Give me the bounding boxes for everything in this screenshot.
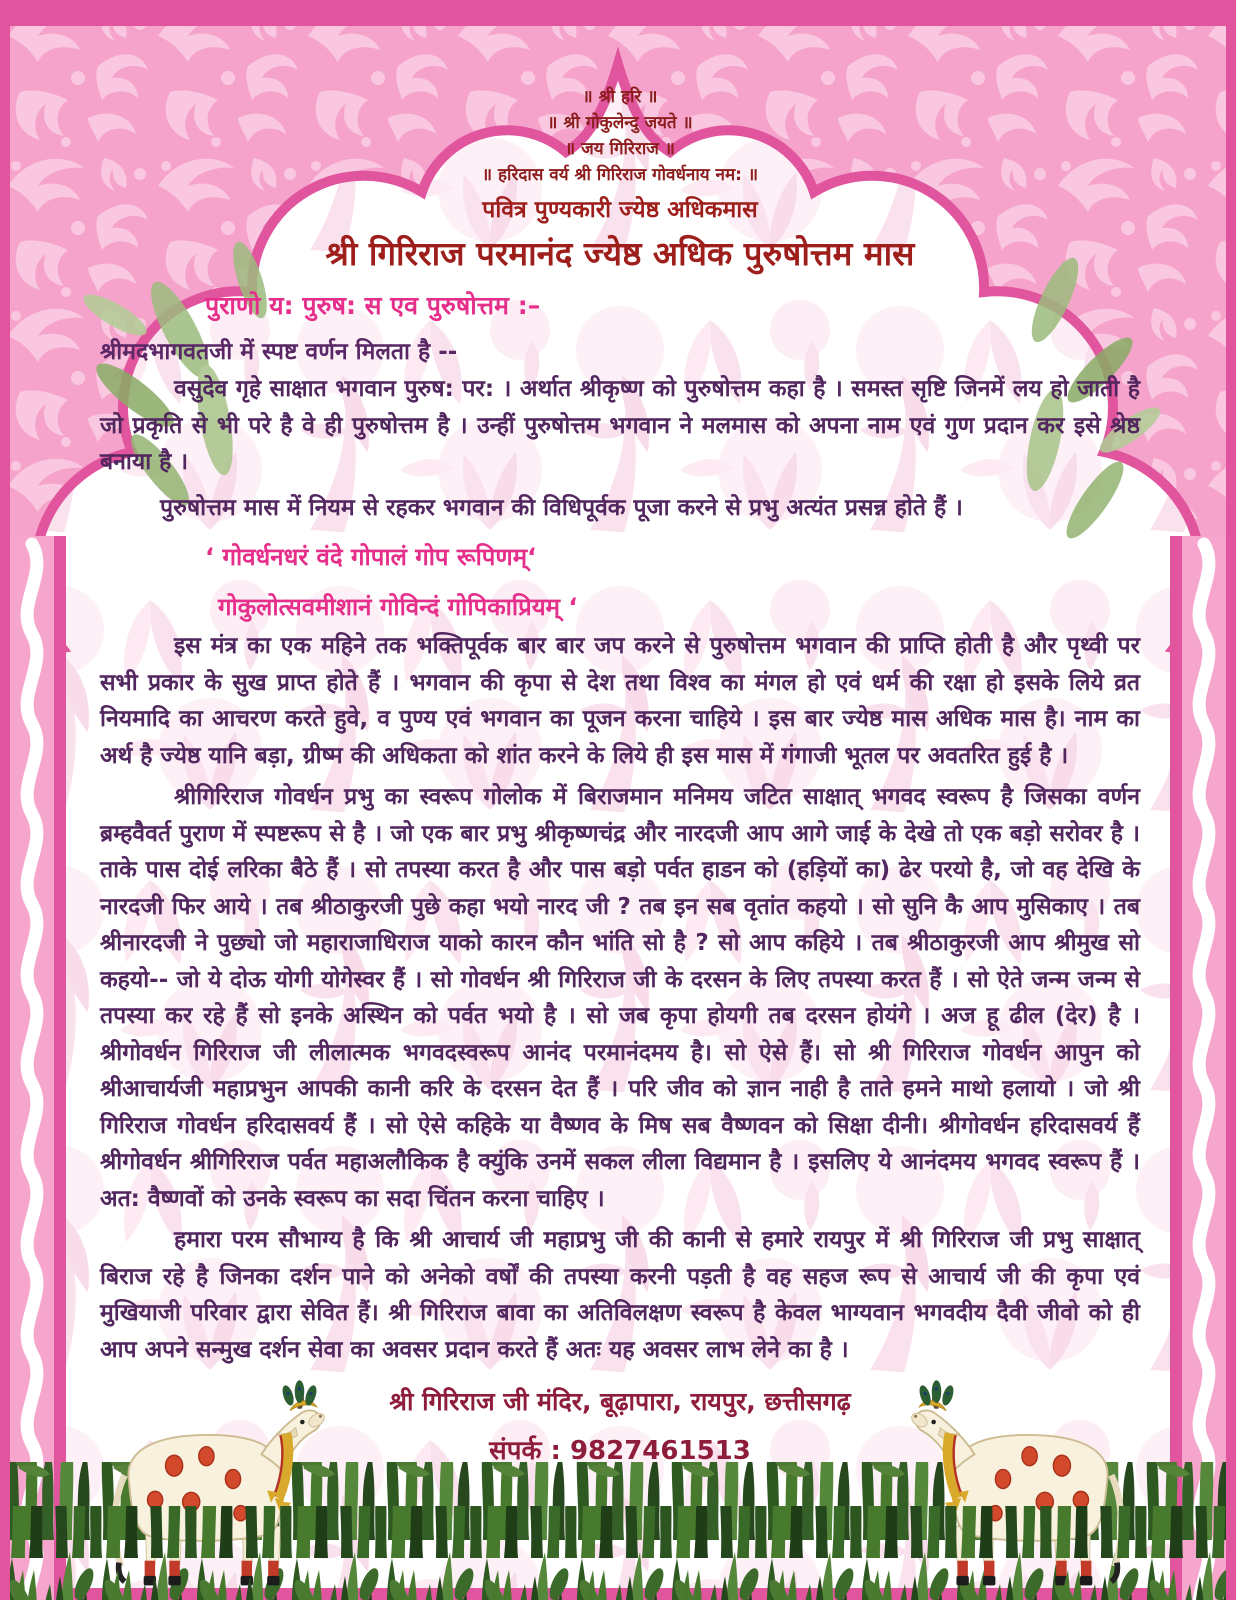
temple-address: श्री गिरिराज जी मंदिर, बूढ़ापारा, रायपुर, छत्तीसगढ़: [389, 1387, 851, 1416]
paragraph-5: हमारा परम सौभाग्य है कि श्री आचार्य जी महाप्रभु जी की कानी से हमारे रायपुर में श्री गिरिराज जी प्रभु साक्षात् बिराज रहे है जिनका दर्शन पाने को अनेको वर्षों की तपस्या करनी पड़ती है वह सहज रूप से आचार्य जी की कृपा एवं मुखियाजी परिवार द्वारा सेवित हैं। श्री गिरिराज बावा का अतिविलक्षण स्वरूप है केवल भाग्यवान भगवदीय दैवी जीवो को ही आप अपने सन्मुख दर्शन सेवा का अवसर प्रदान करते हैं अतः यह अवसर लाभ लेने का है ।: [100, 1227, 1140, 1363]
header-subtitle: पवित्र पुण्यकारी ज्येष्ठ अधिकमास: [482, 197, 758, 223]
wavy-border-left: [10, 536, 66, 1600]
invocation-lines: [100, 84, 1140, 188]
contact-number: संपर्क : 9827461513: [489, 1436, 751, 1466]
paragraph-1: वसुदेव गृहे साक्षात भगवान पुरुष: पर: । अर्थात श्रीकृष्ण को पुरुषोत्तम कहा है । समस्त सृष्टि जिनमें लय हो जाती है जो प्रकृति से भी परे है वे ही पुरुषोत्तम है । उन्हीं पुरुषोत्तम भगवान ने मलमास को अपना नाम एवं गुण प्रदान कर इसे श्रेष्ठ बनाया है ।: [100, 376, 1140, 475]
section-heading: पुराणो य: पुरुष: स एव पुरुषोत्तम :–: [205, 291, 541, 320]
footer: [100, 1384, 1140, 1467]
mantra-line-1: ‘ गोवर्धनधरं वंदे गोपालं गोप रूपिणम्‘: [205, 543, 537, 571]
invocation-line-2: ॥ श्री गोकुलेन्दु जयते ॥: [547, 113, 693, 133]
flyer-text: [100, 84, 1140, 1467]
paragraph-3: इस मंत्र का एक महिने तक भक्तिपूर्वक बार बार जप करने से पुरुषोत्तम भगवान की प्राप्ति होती है और पृथ्वी पर सभी प्रकार के सुख प्राप्त होते हैं । भगवान की कृपा से देश तथा विश्व का मंगल हो एवं धर्म की रक्षा हो इसके लिये व्रत नियमादि का आचरण करते हुवे, व पुण्य एवं भगवान का पूजन करना चाहिये । इस बार ज्येष्ठ मास अधिक मास है। नाम का अर्थ है ज्येष्ठ यानि बड़ा, ग्रीष्म की अधिकता को शांत करने के लिये ही इस मास में गंगाजी भूतल पर अवतरित हुई है ।: [100, 633, 1140, 769]
invocation-line-1: ॥ श्री हरि ॥: [582, 87, 658, 107]
wavy-border-right: [1170, 536, 1226, 1600]
paragraph-2: पुरुषोत्तम मास में नियम से रहकर भगवान की विधिपूर्वक पूजा करने से प्रभु अत्यंत प्रसन्न होते हैं ।: [160, 494, 963, 521]
paragraph-4: श्रीगिरिराज गोवर्धन प्रभु का स्वरूप गोलोक में बिराजमान मनिमय जटित साक्षात् भगवद स्वरूप है जिसका वर्णन ब्रम्हवैवर्त पुराण में स्पष्टरूप से है । जो एक बार प्रभु श्रीकृष्णचंद्र और नारदजी आप आगे जाई के देखे तो एक बड़ो सरोवर है । ताके पास दोई लरिका बैठे हैं । सो तपस्या करत है और पास बड़ो पर्वत हाडन को (हड़ियों का) ढेर परयो है, जो वह देखि के नारदजी फिर आये । तब श्रीठाकुरजी पुछे कहा भयो नारद जी ? तब इन सब वृतांत कहयो । सो सुनि कै आप मुसिकाए । तब श्रीनारदजी ने पुछ्यो जो महाराजाधिराज याको कारन कौन भांति सो है ? सो आप कहिये । तब श्रीठाकुरजी आप श्रीमुख सो कहयो-- जो ये दोऊ योगी योगेस्वर हैं । सो गोवर्धन श्री गिरिराज जी के दरसन के लिए तपस्या करत हैं । सो ऐते जन्म जन्म से तपस्या कर रहे हैं सो इनके अस्थिन को पर्वत भयो है । सो जब कृपा होयगी तब दरसन होयंगे । अज हू ढील (देर) है । श्रीगोवर्धन गिरिराज जी लीलात्मक भगवदस्वरूप आनंद परमानंदमय है। सो ऐसे हैं। सो श्री गिरिराज गोवर्धन आपुन को श्रीआचार्यजी महाप्रभुन आपकी कानी करि के दरसन देत हैं । परि जीव को ज्ञान नाही है ताते हमने माथो हलायो । जो श्री गिरिराज गोवर्धन हरिदासवर्य हैं । सो ऐसे कहिके या वैष्णव के मिष सब वैष्णवन को सिक्षा दीनी। श्रीगोवर्धन हरिदासवर्य हैं श्रीगोवर्धन श्रीगिरिराज पर्वत महाअलौकिक है क्युंकि उनमें सकल लीला विद्यमान है । इसलिए ये आनंदमय भगवद स्वरूप हैं । अत: वैष्णवों को उनके स्वरूप का सदा चिंतन करना चाहिए ।: [100, 784, 1140, 1212]
grass-decoration-front: [10, 1506, 1226, 1600]
invocation-line-4: ॥ हरिदास वर्य श्री गिरिराज गोवर्धनाय नम: ॥: [481, 165, 759, 185]
intro-line: श्रीमदभागवतजी में स्पष्ट वर्णन मिलता है --: [100, 339, 458, 365]
invocation-line-3: ॥ जय गिरिराज ॥: [565, 139, 675, 159]
page-title: श्री गिरिराज परमानंद ज्येष्ठ अधिक पुरुषोत्तम मास: [325, 234, 915, 273]
mantra-line-2: गोकुलोत्सवमीशानं गोविन्दं गोपिकाप्रियम् ‘: [218, 593, 578, 621]
